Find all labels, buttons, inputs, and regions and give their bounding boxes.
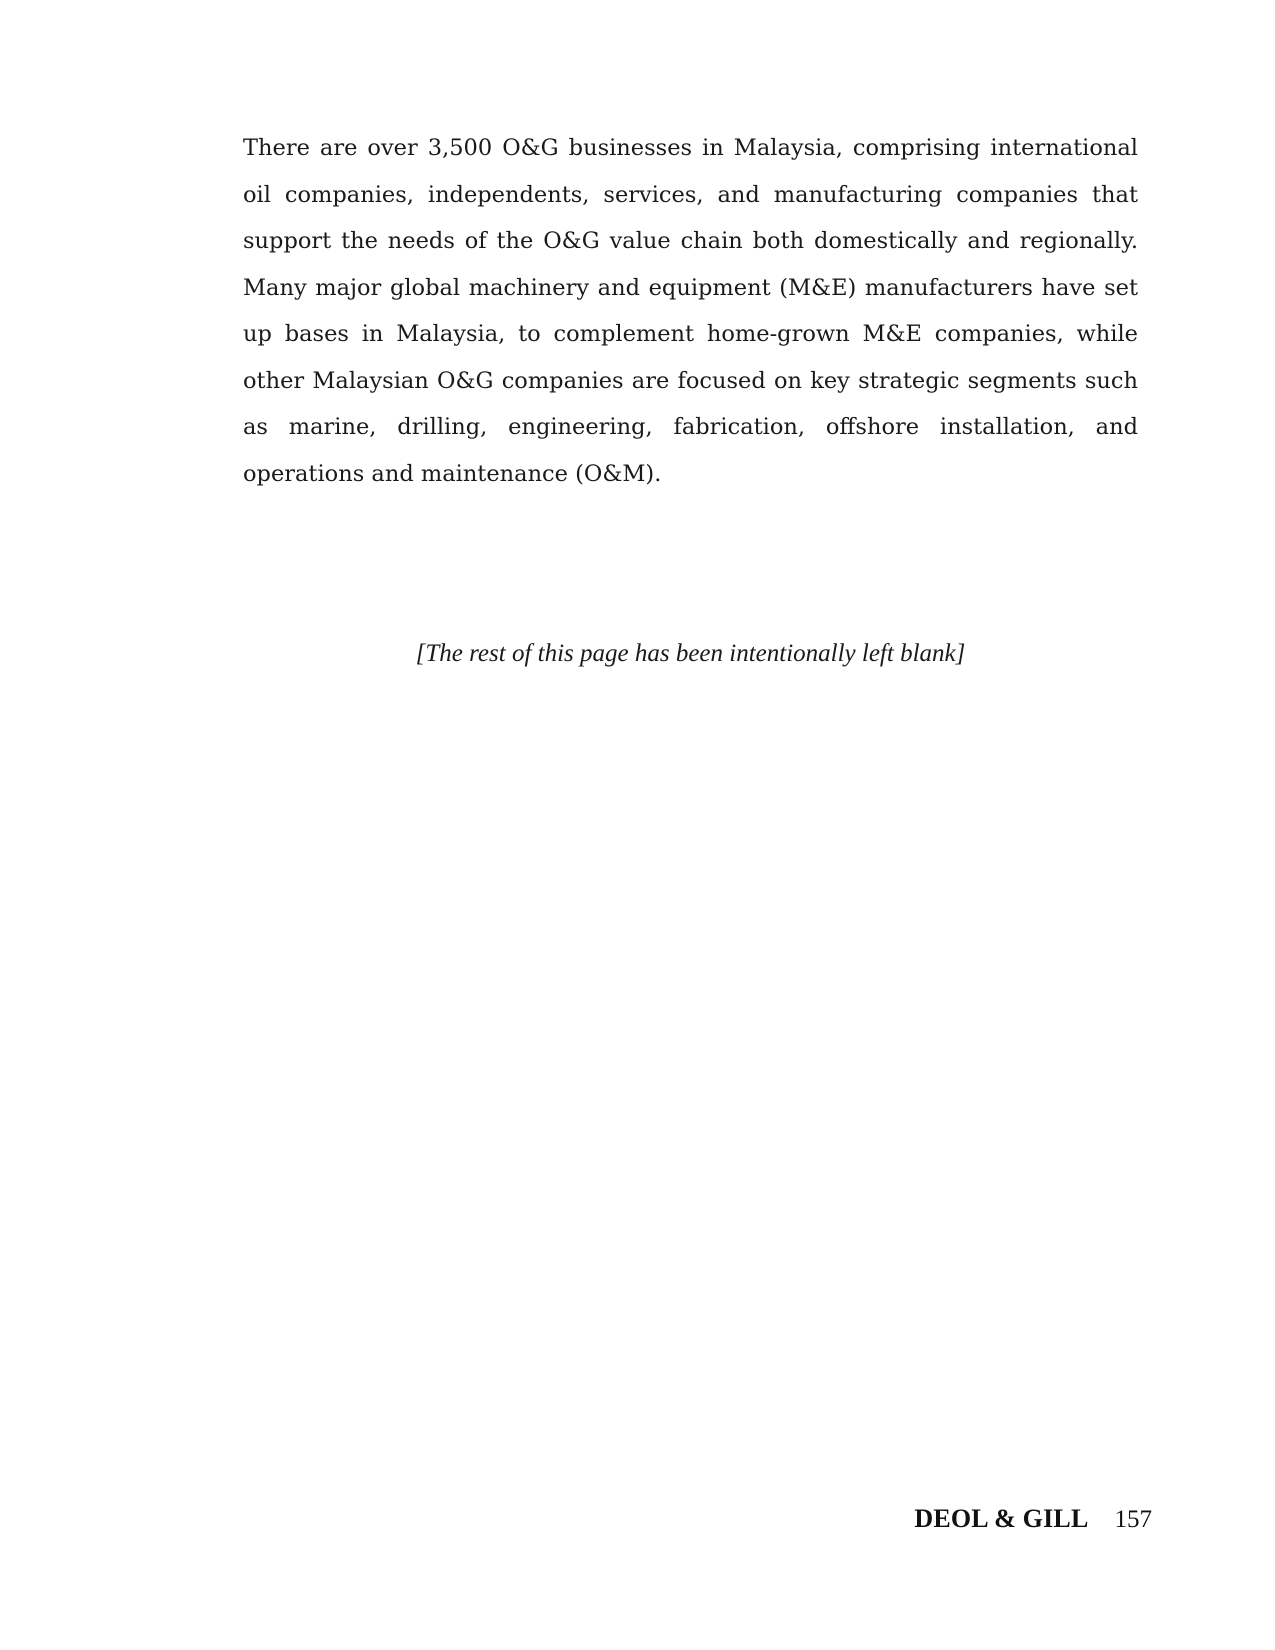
footer-authors: DEOL & GILL (914, 1504, 1089, 1533)
page-footer (914, 1504, 1152, 1534)
intentionally-blank-note: [The rest of this page has been intentionally left blank] (415, 640, 966, 667)
body-paragraph: There are over 3,500 O&G businesses in Malaysia, comprising international oil companies, independents, services, and manufacturing companies that support the needs of the O&G value chain both domestically and regionally. Many major global machinery and equipment (M&E) manufacturers have set up bases in Malaysia, to complement home-grown M&E companies, while other Malaysian O&G companies are focused on key strategic segments such as marine, drilling, engineering, fabrication, offshore installation, and operations and maintenance (O&M). (243, 135, 1138, 487)
page-number: 157 (1114, 1506, 1152, 1533)
